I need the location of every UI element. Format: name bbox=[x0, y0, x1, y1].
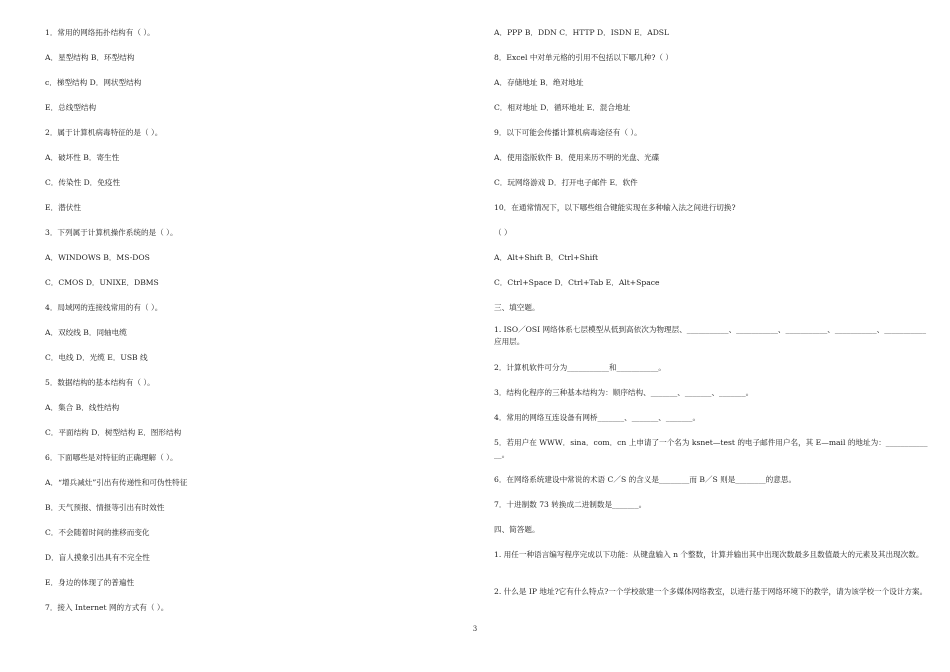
text-line: C．传染性 D．免疫性 bbox=[45, 178, 121, 187]
text-line: A．存储地址 B．绝对地址 bbox=[494, 78, 584, 87]
text-line: C．平面结构 D．树型结构 E．图形结构 bbox=[45, 428, 182, 437]
text-line: 6．在网络系统建设中常说的术语 C／S 的含义是________而 B／S 则是________的意思。 bbox=[494, 475, 797, 484]
page-number: 3 bbox=[472, 625, 478, 633]
text-line: 8．Excel 中对单元格的引用不包括以下哪几种?（ ） bbox=[494, 53, 674, 62]
text-line: 10．在通常情况下，以下哪些组合键能实现在多种输入法之间进行切换? bbox=[494, 203, 736, 212]
text-line: 2．属于计算机病毒特征的是（ ）。 bbox=[45, 128, 163, 137]
text-line: A．WINDOWS B．MS-DOS bbox=[45, 253, 150, 262]
text-line: 9．以下可能会传播计算机病毒途径有（ ）。 bbox=[494, 128, 642, 137]
text-line: 三、填空题。 bbox=[494, 303, 540, 312]
text-line: A．集合 B．线性结构 bbox=[45, 403, 120, 412]
text-line: C．相对地址 D．循环地址 E．混合地址 bbox=[494, 103, 631, 112]
text-line: 3．下列属于计算机操作系统的是（ ）。 bbox=[45, 228, 178, 237]
text-line: 4．常用的网络互连设备有网桥_______、_______、_______。 bbox=[494, 413, 701, 422]
text-line: A．PPP B．DDN C．HTTP D．ISDN E．ADSL bbox=[494, 28, 670, 37]
text-line: A．“增兵减灶”引出有传递性和可伪性特征 bbox=[45, 478, 188, 487]
text-line: C．Ctrl+Space D．Ctrl+Tab E．Alt+Space bbox=[494, 278, 660, 287]
text-line: 7．十进制数 73 转换成二进制数是_______。 bbox=[494, 500, 647, 509]
text-line: C．不会随着时间的推移而变化 bbox=[45, 528, 150, 537]
text-line: 2．计算机软件可分为___________和___________。 bbox=[494, 363, 666, 372]
text-line: C．电线 D．光缆 E．USB 线 bbox=[45, 353, 148, 362]
text-line: （ ） bbox=[494, 228, 512, 237]
text-line: 四、简答题。 bbox=[494, 525, 540, 534]
text-line: 7．接入 Internet 网的方式有（ ）。 bbox=[45, 603, 169, 612]
text-line: E．总线型结构 bbox=[45, 103, 97, 112]
text-line: A．双绞线 B．同轴电缆 bbox=[45, 328, 127, 337]
text-line: 1．常用的网络拓扑结构有（ ）。 bbox=[45, 28, 155, 37]
text-line: c．梯型结构 D．网状型结构 bbox=[45, 78, 142, 87]
text-line: A．使用盗版软件 B．使用来历不明的光盘、光碟 bbox=[494, 153, 660, 162]
text-line: C．玩网络游戏 D．打开电子邮件 E．软件 bbox=[494, 178, 638, 187]
text-line: A．Alt+Shift B．Ctrl+Shift bbox=[494, 253, 599, 262]
text-line: 4．局域网的连接线常用的有（ ）。 bbox=[45, 303, 163, 312]
text-line: D．盲人摸象引出具有不完全性 bbox=[45, 553, 150, 562]
text-line: 5．数据结构的基本结构有（ ）。 bbox=[45, 378, 155, 387]
text-line: 6．下面哪些是对特征的正确理解（ ）。 bbox=[45, 453, 178, 462]
text-line: 1. 用任一种语言编写程序完成以下功能：从键盘输入 n 个整数，计算并输出其中出现次数最多且数值最大的元素及其出现次数。 bbox=[494, 550, 924, 559]
text-line: 2. 什么是 IP 地址?它有什么特点?一个学校欲建一个多媒体网络教室，以进行基于网络环境下的教学，请为该学校一个设计方案。 bbox=[494, 587, 928, 596]
text-line: 3．结构化程序的三种基本结构为：顺序结构、_______、_______、_______。 bbox=[494, 388, 754, 397]
text-line: A．破坏性 B．寄生性 bbox=[45, 153, 120, 162]
text-line: 1. ISO／OSI 网络体系七层模型从低到高依次为物理层、___________、___________、___________、___________、___________应用层。 bbox=[494, 325, 927, 346]
text-line: C．CMOS D．UNIXE．DBMS bbox=[45, 278, 159, 287]
text-line: A．星型结构 B．环型结构 bbox=[45, 53, 135, 62]
text-line: 5．若用户在 WWW．sina．com．cn 上申请了一个名为 ksnet—test 的电子邮件用户名，其 E—mail 的地址为：_____________。 bbox=[494, 438, 928, 459]
text-line: E．身边的体现了的普遍性 bbox=[45, 578, 135, 587]
text-line: B．天气预报、情报等引出有时效性 bbox=[45, 503, 165, 512]
text-line: E．潜伏性 bbox=[45, 203, 81, 212]
